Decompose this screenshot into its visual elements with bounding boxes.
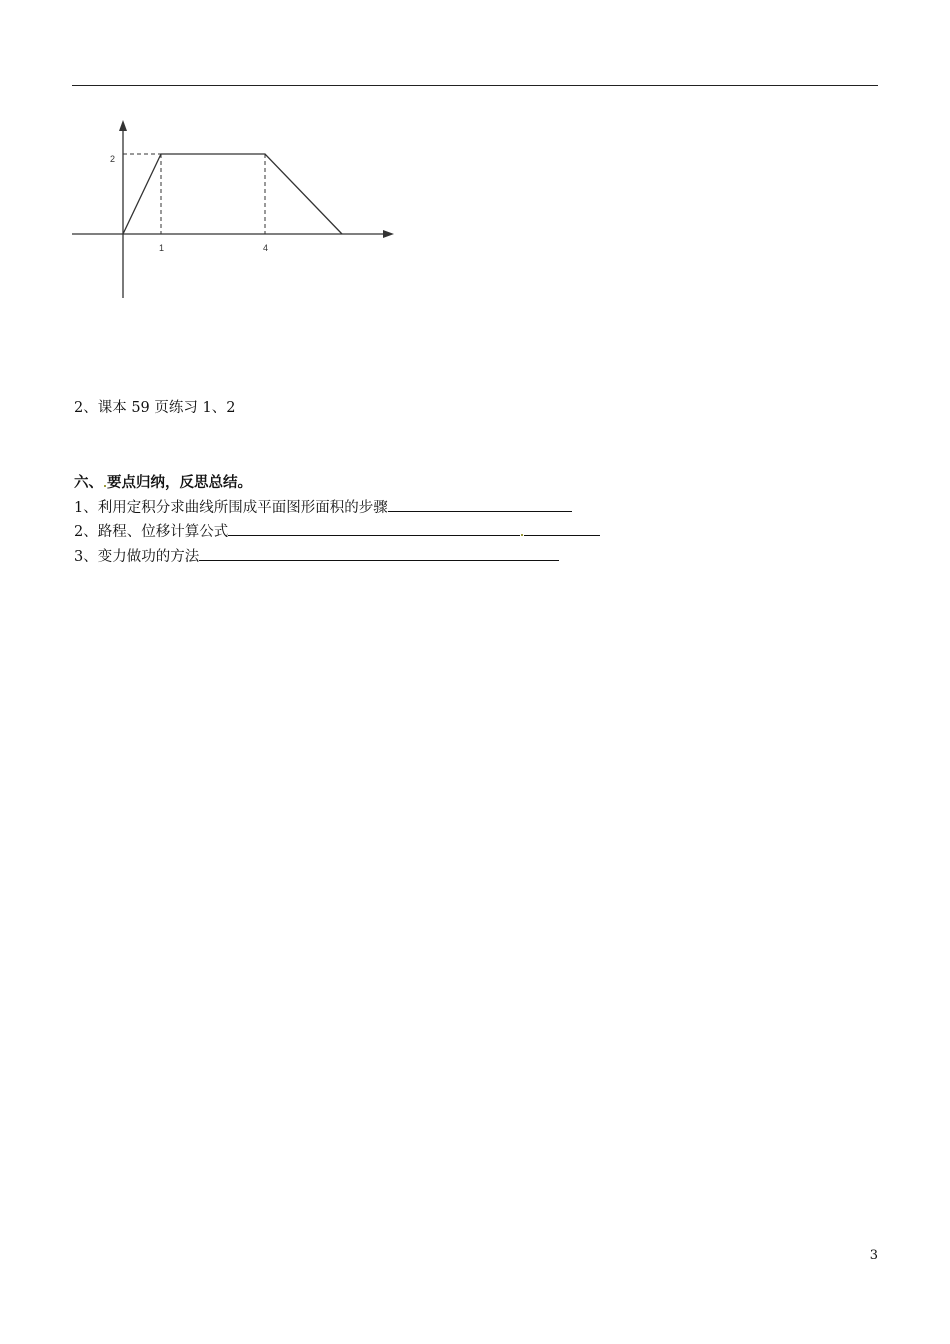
page-number: 3 bbox=[869, 1248, 878, 1263]
velocity-curve bbox=[123, 154, 342, 234]
x-tick-label-4: 4 bbox=[263, 243, 269, 253]
answer-blank-2b[interactable] bbox=[524, 521, 600, 536]
answer-blank-1[interactable] bbox=[388, 497, 572, 512]
summary-item-1 bbox=[74, 497, 572, 518]
summary-item-3-label: 3、变力做功的方法 bbox=[74, 549, 200, 565]
y-axis-arrow bbox=[119, 120, 127, 131]
summary-item-1-label: 1、利用定积分求曲线所围成平面图形面积的步骤 bbox=[74, 500, 388, 516]
exercise-item-2: 2、课本 59 页练习 1、2 bbox=[74, 400, 236, 416]
x-axis-arrow bbox=[383, 230, 394, 238]
summary-item-2-label: 2、路程、位移计算公式 bbox=[74, 524, 229, 540]
trapezoid-graph bbox=[68, 114, 408, 304]
x-tick-label-1: 1 bbox=[159, 243, 165, 253]
y-tick-label: 2 bbox=[110, 154, 116, 164]
summary-item-3 bbox=[74, 546, 559, 567]
speck-mark bbox=[104, 485, 106, 487]
section-6-heading bbox=[74, 473, 252, 493]
answer-blank-2a[interactable] bbox=[228, 521, 520, 536]
answer-blank-3[interactable] bbox=[199, 546, 559, 561]
header-rule bbox=[72, 85, 878, 86]
section-6-number: 六、 bbox=[74, 474, 103, 491]
section-6-title: 要点归纳，反思总结。 bbox=[107, 474, 252, 491]
summary-item-2 bbox=[74, 521, 600, 542]
speck-mark bbox=[521, 534, 523, 536]
